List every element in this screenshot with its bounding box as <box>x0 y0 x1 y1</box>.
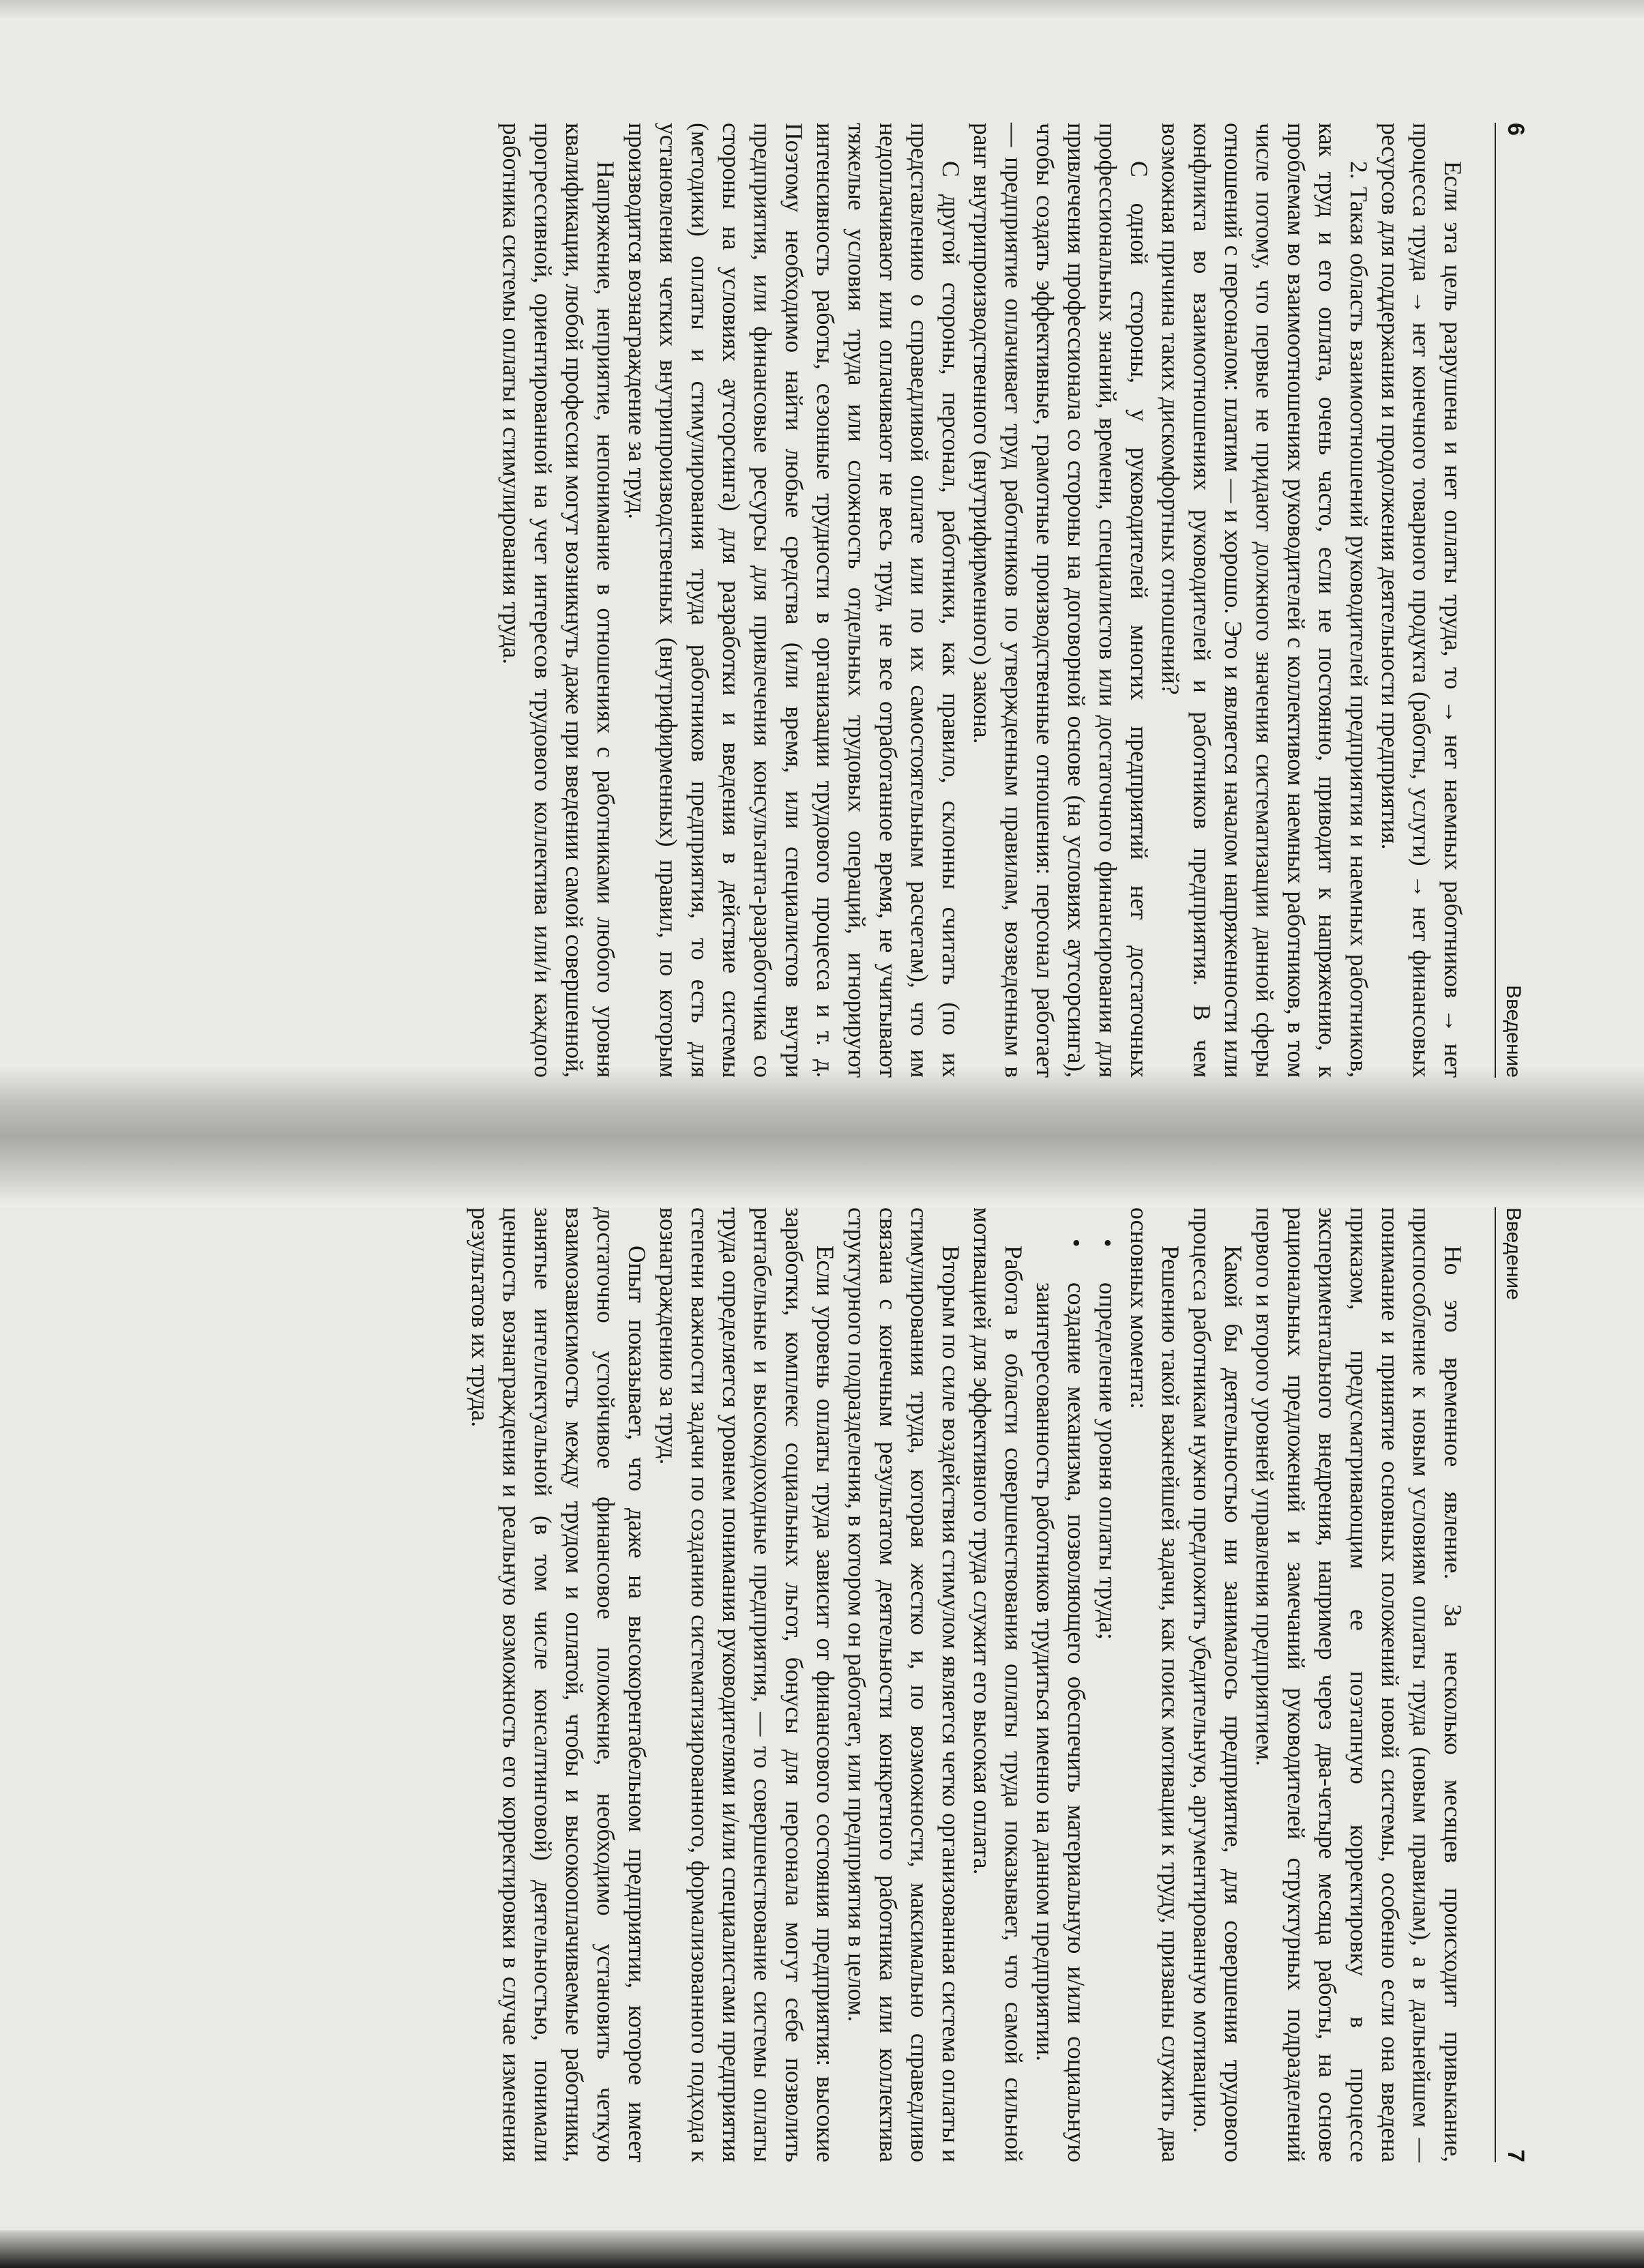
paragraph: С другой стороны, персонал, работники, как правило, склонны считать (по их представлению о справедливой оплате или по их самостоятельным расчетам), что им недоплачивают или оплачивают не весь труд, не все отработанное время, не учитывают тяжелые условия труда или сложность отдельных трудовых операций, игнорируют интенсивность работы, сезонные трудности в организации трудового процесса и т. д. Поэтому необходимо найти любые средства (или время, или специалистов внутри предприятия, или финансовые ресурсы для привлечения консультанта-разработчика со стороны на условиях аутсорсинга) для разработки и введения в действие системы (методики) оплаты и стимулирования труда работников предприятия, то есть для установления четких внутрипроизводственных (внутрифирменных) правил, по которым производится вознаграждение за труд. <box>623 123 965 1078</box>
paragraph: Но это временное явление. За несколько месяцев происходит привыкание, приспособление к новым условиям оплаты труда (новым правилам), а в дальнейшем — понимание и принятие основных положений новой системы, особенно если она введена приказом, предусматривающим ее поэтапную корректировку в процессе экспериментального внедрения, например через два-четыре месяца работы, на основе рациональных предложений и замечаний руководителей структурных подразделений первого и второго уровней управления предприятием. <box>1251 1207 1467 2162</box>
paragraph: Опыт показывает, что даже на высокорентабельном предприятии, которое имеет достаточно устойчивое финансовое положение, необходимо установить четкую взаимозависимость между трудом и оплатой, чтобы и высокооплачиваемые работники, занятые интеллектуальной (в том числе консалтинговой) деятельностью, понимали ценность вознаграждения и реальную возможность его корректировки в случае изменения результатов их труда. <box>467 1207 651 2162</box>
page-body <box>465 1207 1469 2162</box>
bullet-list <box>1029 1207 1124 2162</box>
page-number: 6 <box>1503 123 1529 136</box>
running-head <box>1495 1207 1531 2162</box>
running-head <box>1495 123 1531 1078</box>
book-spine-shadow <box>0 1064 1644 1207</box>
scan-top-edge <box>0 0 1644 20</box>
paragraph: Решению такой важнейшей задачи, как поиск мотивации к труду, призваны служить два основных момента: <box>1126 1207 1184 2162</box>
paragraph: Вторым по силе воздействия стимулом является четко организованная система оплаты и стимулирования труда, которая жестко и, по возможности, максимально справедливо связана с конечным результатом деятельности конкретного работника или коллектива структурного подразделения, в котором он работает, или предприятия в целом. <box>843 1207 965 2162</box>
paragraph: Если уровень оплаты труда зависит от финансового состояния предприятия: высокие заработки, комплекс социальных льгот, бонусы для персонала могут себе позволить рентабельные и высокодоходные предприятия, — то совершенствование системы оплаты труда определяется уровнем понимания руководителями и/или специалистами предприятия степени важности задачи по созданию систематизированного, формализованного подхода к вознаграждению за труд. <box>655 1207 839 2162</box>
list-item: • определение уровня оплаты труда; <box>1092 1282 1124 2162</box>
running-head-title: Введение <box>1502 985 1525 1078</box>
page-7 <box>153 1207 1531 2162</box>
scan-bottom-edge <box>0 2230 1644 2268</box>
paragraph: Какой бы деятельностью ни занималось предприятие, для совершения трудового процесса работникам нужно предложить убедительную, аргументированную мотивацию. <box>1188 1207 1247 2162</box>
running-head-title: Введение <box>1502 1207 1525 1300</box>
list-item: • создание механизма, позволяющего обеспечить материальную и/или социальную заинтересованность работников трудиться именно на данном предприятии. <box>1029 1282 1092 2162</box>
page-6 <box>153 123 1531 1078</box>
paragraph: С одной стороны, у руководителей многих предприятий нет достаточных профессиональных знаний, времени, специалистов или достаточного финансирования для привлечения профессионала со стороны на договорной основе (на условиях аутсорсинга), чтобы создать эффективные, грамотные производственные отношения: персонал работает — предприятие оплачивает труд работников по утвержденным правилам, возведенным в ранг внутрипроизводственного (внутрифирменного) закона. <box>969 123 1153 1078</box>
paragraph: Работа в области совершенствования оплаты труда показывает, что самой сильной мотивацией для эффективного труда служит его высокая оплата. <box>969 1207 1027 2162</box>
page-body <box>496 123 1469 1078</box>
paragraph: Если эта цель разрушена и нет оплаты труда, то → нет наемных работников → нет процесса труда → нет конечного товарного продукта (работы, услуги) → нет финансовых ресурсов для поддержания и продолжения деятельности предприятия. <box>1377 123 1467 1078</box>
paragraph: 2. Такая область взаимоотношений руководителей предприятия и наемных работников, как труд и его оплата, очень часто, если не постоянно, приводит к напряжению, к проблемам во взаимоотношениях руководителей с коллективом наемных работников, в том числе потому, что первые не придают должного значения систематизации данной сферы отношений с персоналом: платим — и хорошо. Это и является началом напряженности или конфликта во взаимоотношениях руководителей и работников предприятия. В чем возможная причина таких дискомфортных отношений? <box>1157 123 1373 1078</box>
paragraph: Напряжение, неприятие, непонимание в отношениях с работниками любого уровня квалификации, любой профессии могут возникнуть даже при введении самой совершенной, прогрессивной, ориентированной на учет интересов трудового коллектива или/и каждого работника системы оплаты и стимулирования труда. <box>498 123 619 1078</box>
page-number: 7 <box>1503 2149 1529 2162</box>
